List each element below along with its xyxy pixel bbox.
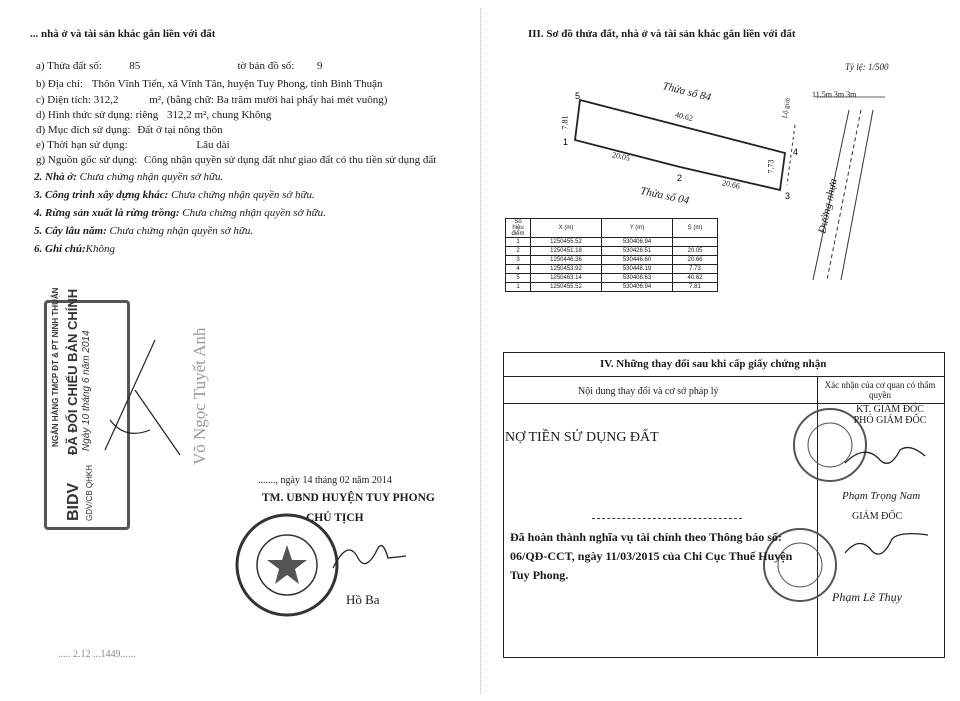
usage-form-value: 312,2 m², chung Không bbox=[166, 109, 272, 121]
area-label: c) Diện tích: 312,2 bbox=[36, 94, 119, 106]
north-parcel-label: Thửa số 84 bbox=[661, 80, 713, 104]
cell: 7.81 bbox=[673, 283, 718, 292]
bidv-logo: BIDV bbox=[65, 482, 82, 521]
parcel-label: a) Thửa đất số: bbox=[36, 60, 102, 72]
stamp-date: Ngày 10 tháng 6 năm 2014 bbox=[81, 330, 92, 451]
item-value: Không bbox=[85, 243, 115, 255]
entry1-signer: Phạm Trọng Nam bbox=[842, 490, 921, 502]
area-value: m², (bằng chữ: Ba trăm mười hai phẩy hai mét vuông) bbox=[149, 94, 388, 106]
col-x: X (m) bbox=[531, 219, 602, 238]
term-label: e) Thời hạn sử dụng: bbox=[36, 139, 128, 151]
entry1-signature bbox=[840, 438, 935, 478]
point-2: 2 bbox=[677, 173, 683, 183]
item-label: 2. Nhà ở: bbox=[34, 171, 77, 183]
parcel-number: 85 bbox=[129, 60, 141, 72]
address-value: Thôn Vĩnh Tiến, xã Vĩnh Tân, huyện Tuy Phong, tỉnh Bình Thuận bbox=[91, 78, 383, 90]
edge-right-length: 7.73 bbox=[766, 159, 776, 174]
table-row bbox=[506, 265, 718, 274]
issuer-role: CHỦ TỊCH bbox=[306, 512, 364, 524]
edge-top-length: 40.62 bbox=[674, 109, 694, 124]
entry1-role: KT. GIÁM ĐỐC PHÓ GIÁM ĐỐC bbox=[853, 404, 927, 426]
origin-label: g) Nguồn gốc sử dụng: bbox=[36, 154, 138, 166]
cell: 530448.19 bbox=[602, 265, 673, 274]
table-header-row bbox=[506, 219, 718, 238]
item-construction bbox=[34, 189, 315, 201]
entry-tax-completion: Đã hoàn thành nghĩa vụ tài chính theo Thông báo số: 06/QĐ-CCT, ngày 11/03/2015 của Chi Cục Thuế Huyện Tuy Phong. bbox=[510, 530, 793, 582]
table-row bbox=[506, 256, 718, 265]
point-3: 3 bbox=[785, 191, 791, 201]
cell: 530406.94 bbox=[602, 238, 673, 247]
edge-bottom-left-length: 20.05 bbox=[611, 150, 631, 163]
vertical-name-text: Võ Ngọc Tuyết Anh bbox=[190, 327, 209, 465]
cell: 530406.94 bbox=[602, 283, 673, 292]
item-value: Chưa chứng nhận quyền sở hữu. bbox=[171, 189, 315, 201]
cell: 530446.60 bbox=[602, 256, 673, 265]
cell: 1 bbox=[506, 283, 531, 292]
cell: 7.73 bbox=[673, 265, 718, 274]
item-value: Chưa chứng nhận quyền sở hữu. bbox=[182, 207, 326, 219]
col-point: Số hiệu điểm bbox=[506, 219, 531, 238]
address-line bbox=[36, 78, 383, 90]
item-value: Chưa chứng nhận quyền sở hữu. bbox=[79, 171, 224, 183]
south-parcel-label: Thửa số 04 bbox=[639, 184, 691, 208]
cell: 40.62 bbox=[673, 274, 718, 283]
cell: 1250446.36 bbox=[531, 256, 602, 265]
section3-title: III. Sơ đồ thửa đất, nhà ở và tài sản khác gắn liền với đất bbox=[528, 28, 796, 40]
section4-title: IV. Những thay đổi sau khi cấp giấy chứng nhận bbox=[600, 358, 827, 370]
parcel-line bbox=[36, 60, 323, 72]
cell: 530426.51 bbox=[602, 247, 673, 256]
col-confirm-header: Xác nhận của cơ quan có thẩm quyền bbox=[824, 380, 936, 400]
cell: 1 bbox=[506, 238, 531, 247]
cell: 1250455.52 bbox=[531, 283, 602, 292]
cell: 530408.63 bbox=[602, 274, 673, 283]
stamp-title: ĐÃ ĐỐI CHIẾU BẢN CHÍNH bbox=[65, 288, 80, 455]
cell: 1250455.52 bbox=[531, 238, 602, 247]
purpose-label: đ) Mục đích sử dụng: bbox=[36, 124, 131, 136]
scale-label: Tỷ lệ: 1/500 bbox=[845, 62, 889, 72]
col-content-header: Nội dung thay đổi và cơ sở pháp lý bbox=[578, 386, 719, 397]
item-house bbox=[34, 171, 223, 183]
signature-mark bbox=[95, 320, 185, 460]
stamp-unit: GDV/CB QHKH bbox=[85, 464, 94, 521]
chairman-signature bbox=[328, 528, 408, 588]
address-label: b) Địa chỉ: bbox=[36, 78, 84, 90]
origin-value: Công nhận quyền sử dụng đất như giao đất có thu tiền sử dụng đất bbox=[144, 154, 437, 166]
item-label: 6. Ghi chú: bbox=[34, 243, 86, 255]
separator bbox=[592, 518, 742, 519]
cell: 20.66 bbox=[673, 256, 718, 265]
item-perennial bbox=[34, 225, 253, 237]
cell: 2 bbox=[506, 247, 531, 256]
map-sheet-number: 9 bbox=[317, 60, 323, 72]
edge-left-length: 7.81 bbox=[560, 115, 570, 130]
section-header: ... nhà ở và tài sản khác gắn liền với đất bbox=[30, 28, 216, 40]
cell: 20.05 bbox=[673, 247, 718, 256]
cell: 1250463.14 bbox=[531, 274, 602, 283]
map-sheet-label: tờ bản đồ số: bbox=[237, 60, 295, 72]
cell: 4 bbox=[506, 265, 531, 274]
serial-number: ..... 2.12 ...1449...... bbox=[58, 649, 136, 660]
origin-line bbox=[36, 154, 436, 166]
table-row bbox=[506, 283, 718, 292]
usage-form-line bbox=[36, 109, 271, 121]
entry2-role: GIÁM ĐỐC bbox=[852, 511, 903, 522]
purpose-value: Đất ở tại nông thôn bbox=[137, 124, 223, 136]
purpose-line bbox=[36, 124, 223, 136]
entry2-signer: Phạm Lê Thụy bbox=[832, 590, 902, 604]
entry2-signature bbox=[840, 525, 935, 565]
area-line bbox=[36, 94, 387, 106]
signer-name: Hồ Ba bbox=[346, 592, 380, 607]
official-seal bbox=[232, 510, 342, 620]
point-4: 4 bbox=[793, 147, 799, 157]
bank-name: NGÂN HÀNG TMCP ĐT & PT NINH THUẬN bbox=[51, 287, 60, 447]
issue-date: ......., ngày 14 tháng 02 năm 2014 bbox=[258, 475, 392, 486]
page-fold bbox=[480, 8, 481, 693]
entry-debt: NỢ TIỀN SỬ DỤNG ĐẤT bbox=[505, 430, 659, 445]
edge-bottom-right-length: 20.66 bbox=[721, 178, 741, 191]
usage-form-label: d) Hình thức sử dụng: riêng bbox=[36, 109, 159, 121]
cell: 3 bbox=[506, 256, 531, 265]
cell bbox=[673, 238, 718, 247]
col-y: Y (m) bbox=[602, 219, 673, 238]
table-row bbox=[506, 238, 718, 247]
item-label: 5. Cây lâu năm: bbox=[34, 225, 107, 237]
table-row bbox=[506, 274, 718, 283]
item-value: Chưa chứng nhận quyền sở hữu. bbox=[109, 225, 254, 237]
cell: 5 bbox=[506, 274, 531, 283]
point-1: 1 bbox=[563, 137, 569, 147]
coordinates-table bbox=[505, 218, 718, 292]
road-boundary-label: Lộ giới bbox=[780, 97, 793, 119]
term-value: Lâu dài bbox=[196, 139, 230, 151]
item-forest bbox=[34, 207, 326, 219]
item-note bbox=[34, 243, 115, 255]
road-dimensions: 11.5m 3m 3m bbox=[812, 90, 857, 99]
issuing-org: TM. UBND HUYỆN TUY PHONG bbox=[262, 492, 435, 504]
item-label: 3. Công trình xây dựng khác: bbox=[34, 189, 169, 201]
point-5: 5 bbox=[575, 91, 581, 101]
col-s: S (m) bbox=[673, 219, 718, 238]
item-label: 4. Rừng sản xuất là rừng trồng: bbox=[34, 207, 180, 219]
cell: 1250453.92 bbox=[531, 265, 602, 274]
cell: 1250451.18 bbox=[531, 247, 602, 256]
table-row bbox=[506, 247, 718, 256]
divider bbox=[503, 376, 944, 377]
vertical-name bbox=[190, 305, 210, 465]
road-name: Đường nhựa bbox=[816, 177, 840, 235]
term-line bbox=[36, 139, 230, 151]
